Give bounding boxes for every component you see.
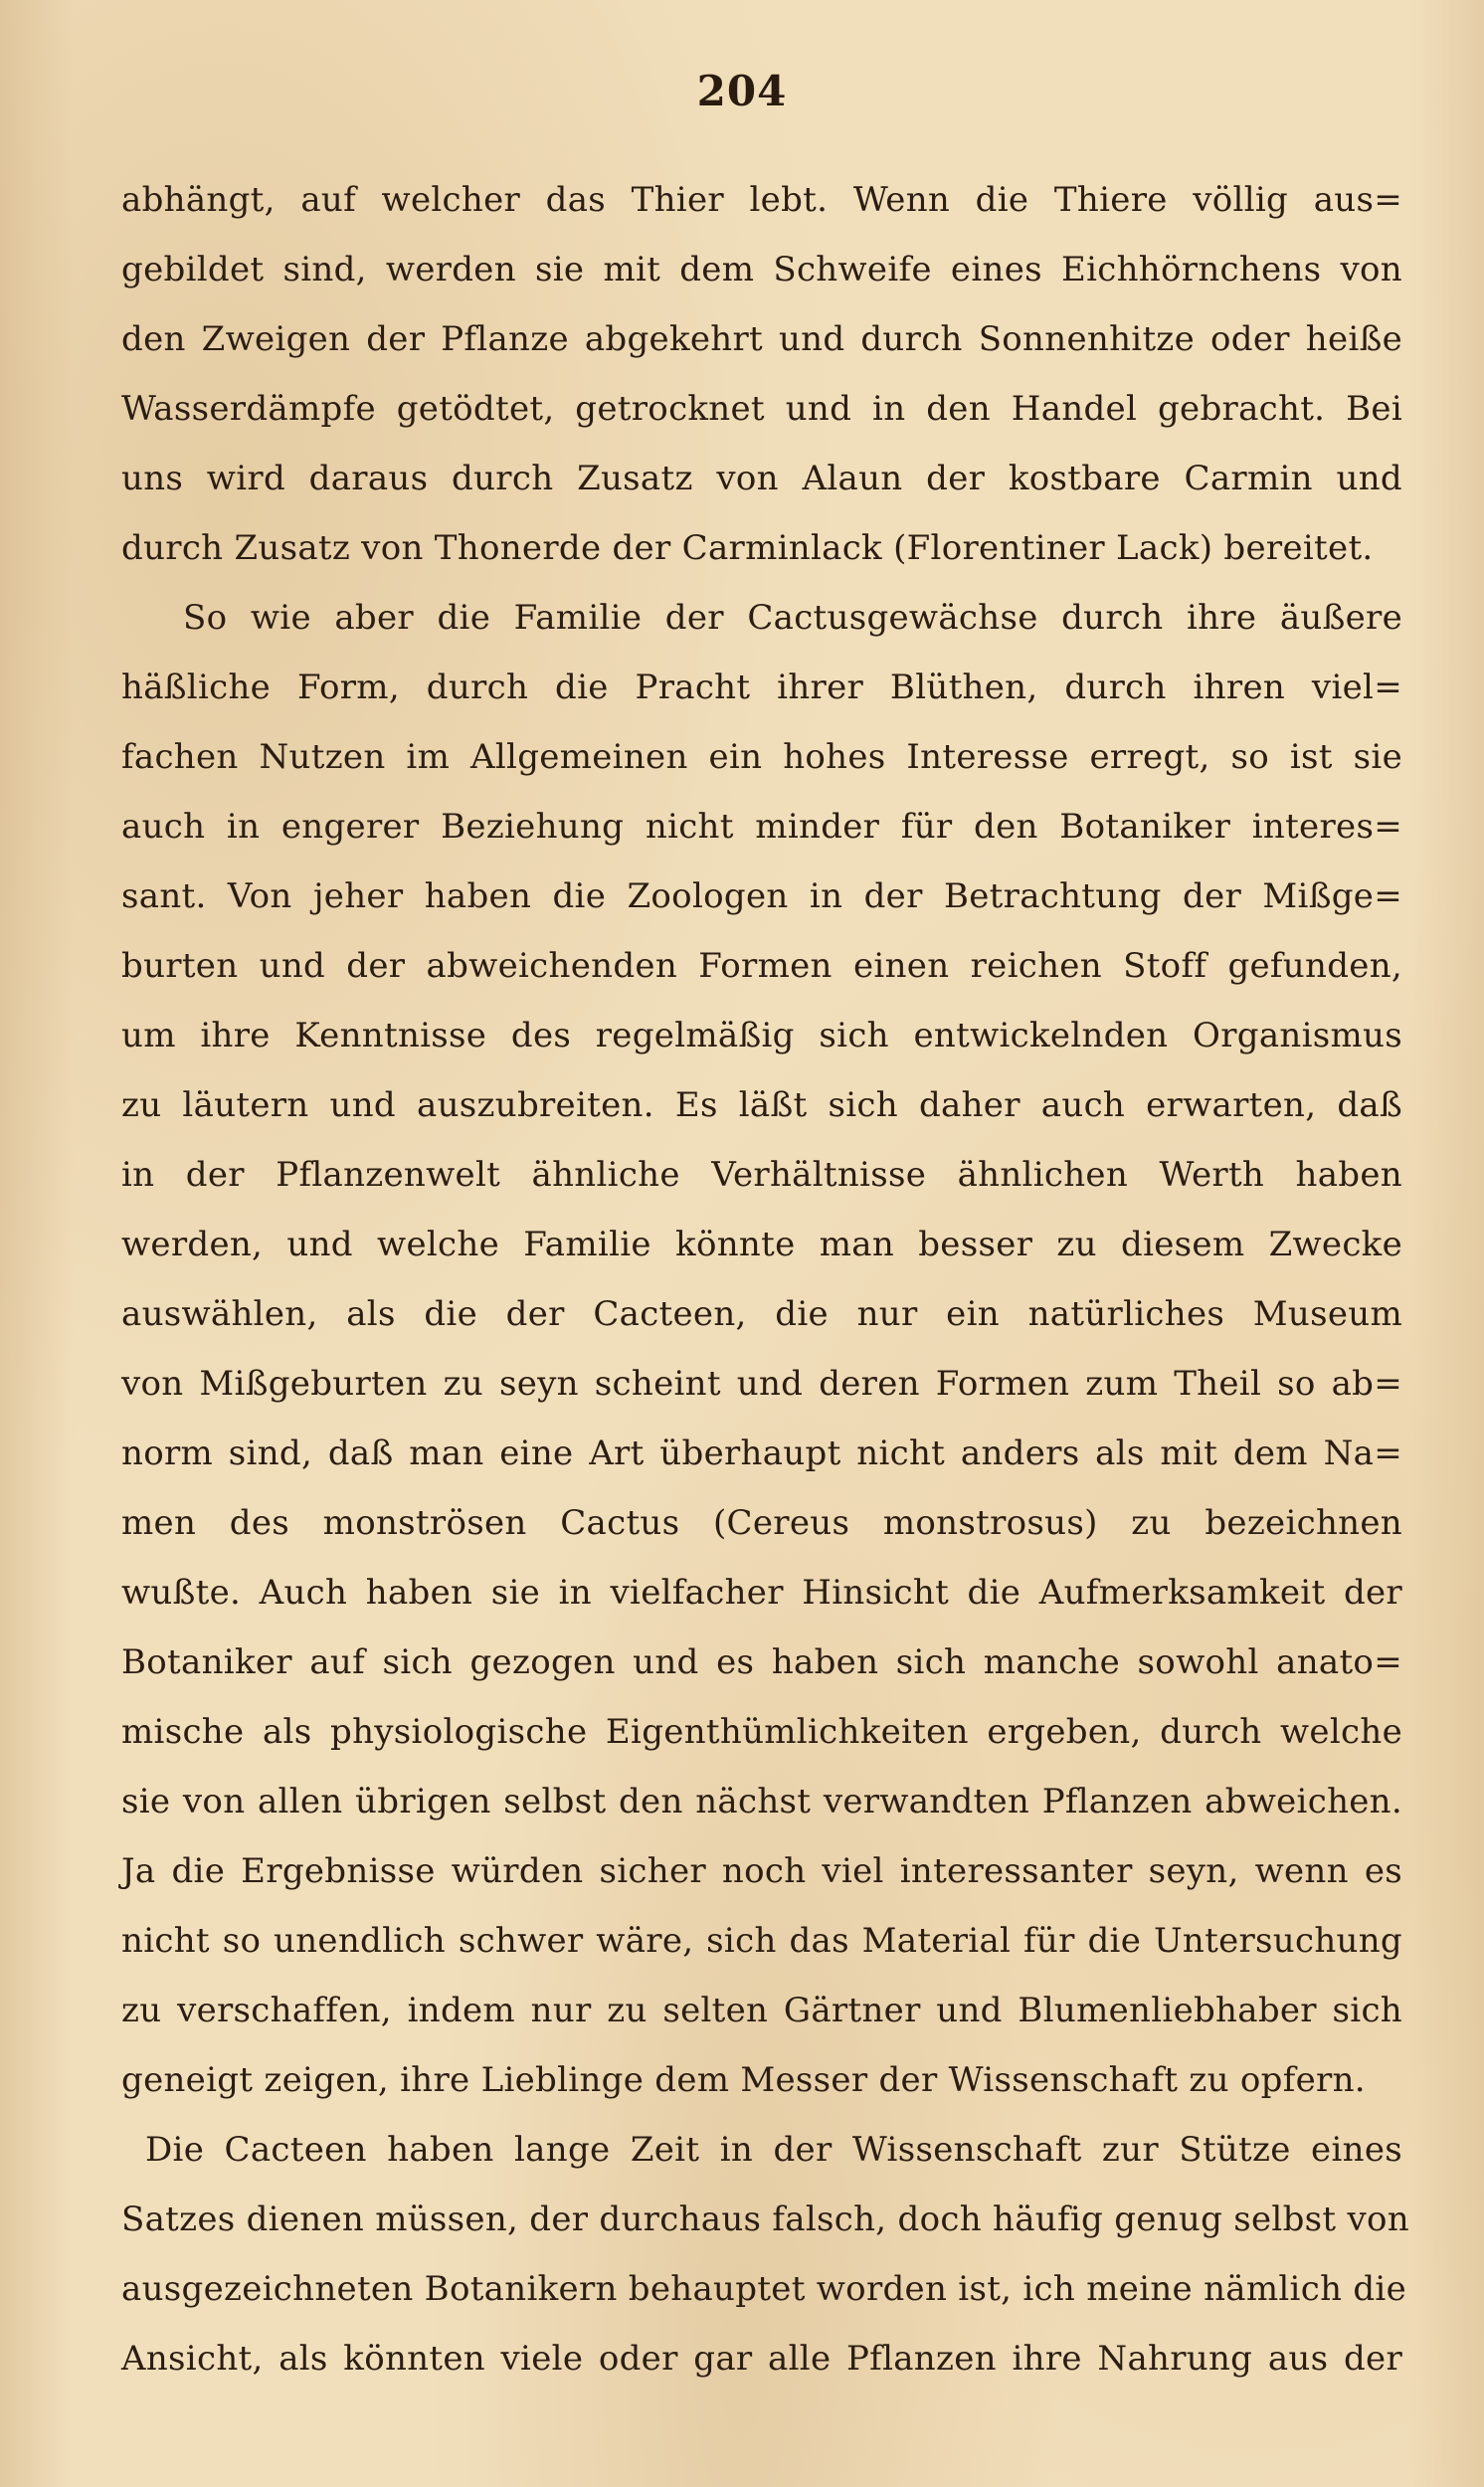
text-line: gebildet sind, werden sie mit dem Schweife eines Eichhörnchens von	[121, 250, 1402, 289]
body-text	[121, 165, 1409, 2393]
text-line: men des monströsen Cactus (Cereus monstrosus) zu bezeichnen	[121, 1503, 1402, 1543]
text-line: fachen Nutzen im Allgemeinen ein hohes Interesse erregt, so ist sie	[121, 737, 1402, 777]
text-line: den Zweigen der Pflanze abgekehrt und durch Sonnenhitze oder heiße	[121, 319, 1402, 359]
text-line: geneigt zeigen, ihre Lieblinge dem Messer der Wissenschaft zu opfern.	[121, 2060, 1366, 2100]
text-line: So wie aber die Familie der Cactusgewächse durch ihre äußere	[183, 598, 1402, 638]
text-line: mische als physiologische Eigenthümlichkeiten ergeben, durch welche	[121, 1712, 1402, 1752]
text-line: zu läutern und auszubreiten. Es läßt sich daher auch erwarten, daß	[121, 1085, 1402, 1125]
text-line: nicht so unendlich schwer wäre, sich das Material für die Untersuchung	[121, 1921, 1402, 1961]
text-line: häßliche Form, durch die Pracht ihrer Blüthen, durch ihren viel=	[121, 668, 1402, 707]
text-line: ausgezeichneten Botanikern behauptet worden ist, ich meine nämlich die	[121, 2269, 1407, 2309]
text-line: werden, und welche Familie könnte man besser zu diesem Zwecke	[121, 1225, 1402, 1264]
text-line: Wasserdämpfe getödtet, getrocknet und in den Handel gebracht. Bei	[121, 389, 1402, 429]
text-line: norm sind, daß man eine Art überhaupt nicht anders als mit dem Na=	[121, 1434, 1402, 1473]
text-line: Ja die Ergebnisse würden sicher noch viel interessanter seyn, wenn es	[121, 1851, 1402, 1891]
text-line: Die Cacteen haben lange Zeit in der Wissenschaft zur Stütze eines	[145, 2130, 1402, 2170]
paragraph-3	[121, 2115, 1409, 2393]
text-line: durch Zusatz von Thonerde der Carminlack (Florentiner Lack) bereitet.	[121, 528, 1374, 568]
paragraph-1	[121, 165, 1402, 583]
text-line: wußte. Auch haben sie in vielfacher Hinsicht die Aufmerksamkeit der	[121, 1573, 1402, 1613]
text-line: um ihre Kenntnisse des regelmäßig sich entwickelnden Organismus	[121, 1016, 1402, 1055]
text-line: zu verschaffen, indem nur zu selten Gärtner und Blumenliebhaber sich	[121, 1991, 1402, 2030]
page-number: 204	[696, 67, 788, 115]
text-line: burten und der abweichenden Formen einen reichen Stoff gefunden,	[121, 946, 1402, 986]
text-line: uns wird daraus durch Zusatz von Alaun der kostbare Carmin und	[121, 459, 1402, 498]
text-line: sant. Von jeher haben die Zoologen in der Betrachtung der Mißge=	[121, 876, 1402, 916]
text-line: von Mißgeburten zu seyn scheint und deren Formen zum Theil so ab=	[121, 1364, 1402, 1404]
text-line: in der Pflanzenwelt ähnliche Verhältnisse ähnlichen Werth haben	[121, 1155, 1402, 1195]
text-line: Botaniker auf sich gezogen und es haben sich manche sowohl anato=	[121, 1642, 1402, 1682]
text-line: auch in engerer Beziehung nicht minder für den Botaniker interes=	[121, 807, 1402, 847]
text-line: auswählen, als die der Cacteen, die nur ein natürliches Museum	[121, 1294, 1402, 1334]
text-line: sie von allen übrigen selbst den nächst verwandten Pflanzen abweichen.	[121, 1782, 1402, 1821]
text-line: abhängt, auf welcher das Thier lebt. Wenn die Thiere völlig aus=	[121, 180, 1402, 220]
paragraph-2	[121, 583, 1402, 2115]
text-line: Satzes dienen müssen, der durchaus falsch, doch häufig genug selbst von	[121, 2200, 1409, 2239]
text-line: Ansicht, als könnten viele oder gar alle Pflanzen ihre Nahrung aus der	[121, 2339, 1402, 2379]
